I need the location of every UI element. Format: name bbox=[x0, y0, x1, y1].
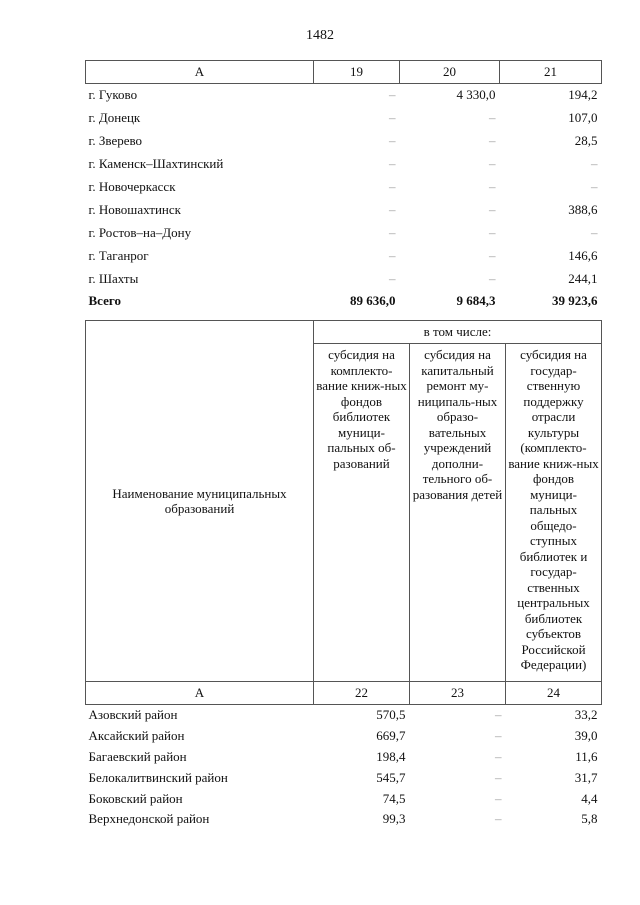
row-municipality-name: г. Зверево bbox=[88, 133, 143, 149]
header-subsidy-culture-support: субсидия на государ-ственную поддержку отрасли культуры (комплекто-вание книж-ных фондов муници-пальных общедо-ступных библиотек и государ-ственных центральных библиотек субъектов Российской Федерации) bbox=[506, 344, 602, 682]
header-col-a: А bbox=[86, 61, 314, 84]
row-value-22: 545,7 bbox=[376, 769, 406, 785]
header-subsidy-school-repair: субсидия на капитальный ремонт му-ниципаль-ных образо-вательных учреждений дополни-тельного об-разования детей bbox=[410, 344, 506, 682]
table-row bbox=[86, 788, 602, 809]
total-label: Всего bbox=[88, 293, 121, 309]
header-col-20: 20 bbox=[400, 61, 500, 84]
header-col-24: 24 bbox=[506, 682, 602, 705]
row-value-20: – bbox=[489, 133, 496, 149]
row-value-21: 107,0 bbox=[568, 110, 598, 126]
row-district-name: Белокалитвинский район bbox=[88, 769, 228, 785]
row-value-23: – bbox=[495, 769, 502, 785]
row-value-24: 11,6 bbox=[575, 748, 598, 764]
total-value-21: 39 923,6 bbox=[552, 293, 598, 309]
header-municipality-name: Наименование муниципальных образований bbox=[86, 321, 314, 682]
row-municipality-name: г. Донецк bbox=[88, 110, 141, 126]
table-row bbox=[86, 130, 602, 153]
row-value-24: 5,8 bbox=[581, 811, 598, 827]
row-value-20: – bbox=[489, 179, 496, 194]
row-district-name: Боковский район bbox=[88, 790, 183, 806]
row-value-20: – bbox=[489, 270, 496, 286]
total-row bbox=[86, 290, 602, 313]
row-municipality-name: г. Таганрог bbox=[88, 247, 149, 263]
row-value-22: 99,3 bbox=[382, 811, 406, 827]
row-district-name: Верхнедонской район bbox=[88, 811, 210, 827]
row-value-19: – bbox=[389, 87, 396, 103]
row-municipality-name: г. Новочеркасск bbox=[88, 179, 176, 194]
row-value-24: 39,0 bbox=[574, 728, 598, 744]
page-number: 1482 bbox=[306, 28, 334, 43]
row-value-24: 33,2 bbox=[574, 707, 598, 723]
row-value-22: 74,5 bbox=[382, 790, 406, 806]
row-value-21: 194,2 bbox=[568, 87, 598, 103]
row-value-19: – bbox=[389, 110, 396, 126]
table-header-row bbox=[86, 61, 602, 84]
row-value-24: 4,4 bbox=[581, 790, 598, 806]
row-value-19: – bbox=[389, 247, 396, 263]
row-value-24: 31,7 bbox=[574, 769, 598, 785]
row-value-23: – bbox=[495, 728, 502, 744]
table-row bbox=[86, 153, 602, 176]
row-value-20: – bbox=[489, 224, 496, 240]
budget-table-part-2 bbox=[85, 320, 602, 830]
row-municipality-name: г. Ростов–на–Дону bbox=[88, 224, 192, 240]
table-row bbox=[86, 705, 602, 726]
row-value-23: – bbox=[495, 790, 502, 806]
table-row bbox=[86, 267, 602, 290]
row-value-22: 570,5 bbox=[376, 707, 406, 723]
header-col-19: 19 bbox=[314, 61, 400, 84]
row-value-21: 146,6 bbox=[568, 247, 598, 263]
total-value-20: 9 684,3 bbox=[456, 293, 496, 309]
table-row bbox=[86, 176, 602, 199]
row-value-19: – bbox=[389, 133, 396, 149]
header-col-22: 22 bbox=[314, 682, 410, 705]
row-value-22: 198,4 bbox=[376, 748, 406, 764]
row-municipality-name: г. Гуково bbox=[88, 87, 138, 103]
total-value-19: 89 636,0 bbox=[350, 293, 396, 309]
row-district-name: Азовский район bbox=[88, 707, 178, 723]
row-value-21: – bbox=[591, 156, 598, 172]
table-row bbox=[86, 747, 602, 768]
row-municipality-name: г. Каменск–Шахтинский bbox=[88, 156, 224, 172]
row-value-21: – bbox=[591, 224, 598, 240]
table-row bbox=[86, 198, 602, 221]
row-value-19: – bbox=[389, 156, 396, 172]
row-value-23: – bbox=[495, 811, 502, 827]
table-column-index-row bbox=[86, 682, 602, 705]
row-value-19: – bbox=[389, 179, 396, 194]
header-subsidy-library-funds: субсидия на комплекто-вание книж-ных фондов библиотек муници-пальных об-разований bbox=[314, 344, 410, 682]
row-district-name: Багаевский район bbox=[88, 748, 187, 764]
row-value-21: 28,5 bbox=[574, 133, 598, 149]
table-row bbox=[86, 767, 602, 788]
table-header-row bbox=[86, 321, 602, 344]
row-value-20: 4 330,0 bbox=[456, 87, 496, 103]
header-including: в том числе: bbox=[314, 321, 602, 344]
row-value-20: – bbox=[489, 110, 496, 126]
row-municipality-name: г. Новошахтинск bbox=[88, 201, 181, 217]
row-value-21: 244,1 bbox=[568, 270, 598, 286]
table-row bbox=[86, 726, 602, 747]
row-municipality-name: г. Шахты bbox=[88, 270, 139, 286]
table-row bbox=[86, 244, 602, 267]
table-row bbox=[86, 107, 602, 130]
table-row bbox=[86, 809, 602, 830]
row-district-name: Аксайский район bbox=[88, 728, 185, 744]
row-value-21: – bbox=[591, 179, 598, 194]
row-value-20: – bbox=[489, 247, 496, 263]
row-value-23: – bbox=[495, 707, 502, 723]
table-row bbox=[86, 84, 602, 107]
row-value-21: 388,6 bbox=[568, 201, 598, 217]
header-col-23: 23 bbox=[410, 682, 506, 705]
row-value-19: – bbox=[389, 270, 396, 286]
header-col-a: А bbox=[86, 682, 314, 705]
row-value-19: – bbox=[389, 201, 396, 217]
row-value-22: 669,7 bbox=[376, 728, 406, 744]
header-col-21: 21 bbox=[500, 61, 602, 84]
row-value-20: – bbox=[489, 201, 496, 217]
table-row bbox=[86, 221, 602, 244]
row-value-20: – bbox=[489, 156, 496, 172]
row-value-19: – bbox=[389, 224, 396, 240]
budget-table-part-1 bbox=[85, 60, 602, 313]
row-value-23: – bbox=[495, 748, 502, 764]
